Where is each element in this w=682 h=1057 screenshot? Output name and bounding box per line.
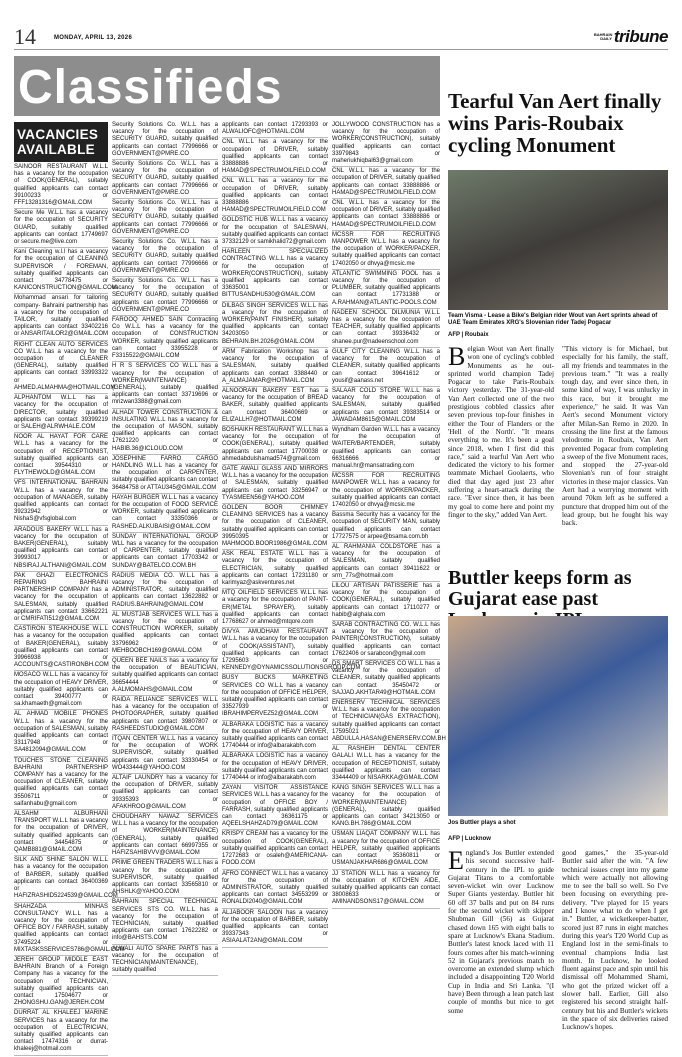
classified-ad: MOSACO W.L.L has a vacancy for the occupation of HEAVY DRIVER, suitably qualified applicants can contact 39400777 or sa.khamaeth@gmail.com <box>14 672 108 710</box>
classified-ad: RADIUS MEDIA CO. W.L.L has a vacancy for the occupation of ADMINISTRATOR, suitably qualified applicants can contact 13622882 or RADIUS.BAHRAIN@GMAIL.COM <box>112 573 218 611</box>
classified-ad: Security Solutions Co. W.L.L has a vacancy for the occupation of SECURITY GUARD, suitably qualified applicants can contact 77996666 or GOVERNMENT@PMRE.CO <box>112 278 218 316</box>
logo-wordmark: tribune <box>613 27 668 46</box>
classified-ad: KRISPY CREAM has a vacancy for the occupation of COOK(GENERAL), suitably qualified applicants can contact 17272683 or osaleh@AMERICANA-FOOD.COM <box>222 831 328 869</box>
classified-ad: GATE AWALI GLASS AND MIRRORS W.L.L has a vacancy for the occupation of SALESMAN, suitably qualified applicants can contact 33256947 or TYASMEEN56@YAHOO.COM <box>222 466 328 504</box>
classified-ad: VFS INTERNATIONAL BAHRAIN W.L.L has a vacancy for the occupation of MANAGER, suitably qualified applicants can contact 39232942 or NishaS@vfsglobal.com <box>14 480 108 525</box>
story2-dropcap: E <box>448 846 464 875</box>
story2-column-b: good games," the 35-year-old Buttler said after the win. "A few technical issues crept into my game which were actually not allowing me to see the ball so well. So I've been focusing on everything pre-delivery. "I've played for 15 years and I know what to do when I get in." Buttler, a wicketkeeper-batter, scored just 87 runs in eight matches during this year's T20 World Cup as England lost in the semi-finals to eventual champions India last month. In Lucknow, he looked fluent against pace and spin until his dismissal off Mohammed Shami, who got the prized wicket off a slower ball. Earlier, Gill also registered his second straight half-century but his and Buttler's wickets in the space of six deliveries raised Lucknow's hopes. <box>562 849 668 1032</box>
classified-ad: MCSSR FOR RECRUITING MANPOWER W.L.L has a vacancy for the occupation of WORKER/PACKER, suitably qualified applicants can contact 17402050 or dhvya@mcsic.me <box>332 232 440 270</box>
classified-ad: Mohammad ansari for tailoring company- Bahraini partnership has a vacancy for the occupation of TAILOR, suitably qualified applicants can contact 33402216 or ANSARITAILOR2@GMAIL.COM <box>14 295 108 340</box>
classified-ad: HAYAH BURGER W.L.L has a vacancy for the occupation of FOOD SERVICE WORKER, suitably qualified applicants can contact 33350366 or RASHED.ALKUBAISI@GMAIL.COM <box>112 495 218 533</box>
vacancies-heading: VACANCIES AVAILABLE <box>14 122 108 162</box>
classified-ad: ALBARAKA LOGISTIC has a vacancy for the occupation of HEAVY DRIVER, suitably qualified applicants can contact 17740444 or info@albarakabh.com <box>222 753 328 784</box>
classified-ad: H R S SERVICES CO W.L.L has a vacancy for the occupation of WORKER(MAINTENANCE)(GENERAL), suitably qualified applicants can contact 33719696 or mrizwan3388@gmail.com <box>112 363 218 408</box>
classified-ad: PRIME GREEN TRADERS W.L.L has a vacancy for the occupation of SUPERVISOR, suitably qualified applicants can contact 33565810 or AHSHLK@YAHOO.COM <box>112 860 218 898</box>
classified-ad: MTQ OILFIELD SERVICES W.L.L has a vacancy for the occupation of PAINT-ER(METAL SPRAYER), suitably qualified applicants can contact 17768627 or ahmed@mtqore.com <box>222 590 328 628</box>
classified-ad: HARLEEN SPECIALIZED CONTRACTING W.L.L has a vacancy for the occupation of WORKER(CONSTRUCTION), suitably qualified applicants can contact 33635001 or BITTUSANDHU530@GMAIL.COM <box>222 249 328 301</box>
classified-ad: ALBARAKA LOGISTIC has a vacancy for the occupation of HEAVY DRIVER, suitably qualified applicants can contact 17740444 or info@albarakabh.com <box>222 722 328 753</box>
classified-ad: CNL W.L.L has a vacancy for the occupation of DRIVER, suitably qualified applicants can contact 33888886 or HAMAD@SPECTRUMOILFIELD.COM <box>332 168 440 199</box>
classified-ad: JOSEPHINE FARRO CARGO HANDLING W.L.L has a vacancy for the occupation of CARPENTER, suitably qualified applicants can contact 36484758 or ATTAU345@GMAIL.COM <box>112 456 218 494</box>
logo-tagline: BAHRAIN DAILY <box>593 32 613 41</box>
classified-ad: NOOR AL HAYAT FOR CARE W.L.L has a vacancy for the occupation of RECEPTIONIST, suitably qualified applicants can contact 39544310 or FLYTHEWOLD@GMAIL.COM <box>14 434 108 479</box>
classified-ad: SUNDAY INTERNATIONAL GROUP WLL has a vacancy for the occupation of CARPENTER, suitably qualified applicants can contact 17703342 or SUNDAY@BATELCO.COM.BH <box>112 534 218 572</box>
story1-column-b: "This victory is for Michael, but especially for his family, the staff, all my friends and teammates in the previous team." "It was a really tough day, and ever since then, in some kind of way, I was unlucky in this race, but it brought me experience," he said. It was Van Aert's second Monument victory after Milan-San Remo in 2020. In crossing the line first at the famous velodrome in Roubaix, Van Aert prevented Pogacar from completing a sweep of the five Monument races, and stopped the 27-year-old Slovenian's run of four straight victories in these major classics. Van Aert had a worrying moment with around 70km left as he suffered a puncture that dropped him out of the lead group, but he fought his way back. <box>562 345 668 528</box>
classified-ad: Bassma Security has a vacancy for the occupation of SECURITY MAN, suitably qualified applicants can contact 17727575 or arpee@bsama.com.bh <box>332 512 440 543</box>
page-header <box>14 24 668 50</box>
classifieds-column-1 <box>14 164 125 1057</box>
classified-ad: ALSAHM ALBURHANI TRANSPORT W.L.L has a vacancy for the occupation of DRIVER, suitably qualified applicants can contact 34454875 or QAMB881@GMAIL.COM <box>14 811 108 856</box>
classified-ad: AL MUSTJAB SERVICES W.L.L has a vacancy for the occupation of CONSTRUCTION WORKER, suitably qualified applicants can contact 33796962 or MEHBOOBCH169@GMAIL.COM <box>112 612 218 657</box>
classified-ad: GOLDSTIC HUB W.L.L has a vacancy for the occupation of SALESMAN, suitably qualified applicants can contact 37332129 or samikhalid72@gmail.com <box>222 217 328 248</box>
classified-ad: CHOUDHARY NAWAZ SERVICES W.L.L has a vacancy for the occupation of WORKER(MAINTENANCE)(GENERAL), suitably qualified applicants can contact 66997355 or HAFIZSAHIBVVV@GMAIL.COM <box>112 814 218 859</box>
classified-ad: ZAYAN VISITOR ASSISTANCE SERVICES W.L.L has a vacancy for the occupation of OFFICE BOY / FARRASH, suitably qualified applicants can contact 36361175 or AQEELSHAHZAD79@GMAIL.COM <box>222 785 328 830</box>
classified-ad: ALNOORAIN BAKERY EST has a vacancy for the occupation of BREAD BAKER, suitably qualified applicants can contact 36400669 or ELIZALLH7@HOTMAIL.COM <box>222 388 328 426</box>
classified-ad: LILOU ARTISAN PATISSERIE has a vacancy for the occupation of COOK(GENERAL), suitably qualified applicants can contact 17110277 or habib@alghala.com <box>332 583 440 621</box>
classified-ad: ITQAN CENTER W.L.L has a vacancy for the occupation of WORK SUPERVISOR, suitably qualified applicants can contact 33330454 or WO433444@YAHOO.COM <box>112 736 218 774</box>
story2-byline: AFP | Lucknow <box>448 836 491 842</box>
classified-ad: KANG SINGH SERVICES W.L.L has a vacancy for the occupation of WORKER(MAINTENANCE)(GENERAL), suitably qualified applicants can contact 34213050 or KANG.BH.786@GMAIL.COM <box>332 785 440 830</box>
classified-ad: Security Solutions Co. W.L.L has a vacancy for the occupation of SECURITY GUARD, suitably qualified applicants can contact 77996666 or GOVERNMENT@PMRE.CO <box>112 122 218 160</box>
classified-ad: ALTAIF LAUNDRY has a vacancy for the occupation of DRIVER, suitably qualified applicants can contact 39335393 or AFAKHROO@GMAIL.COM <box>112 775 218 813</box>
classified-ad: ARADOUS BAKERY W.L.L has a vacancy for the occupation of BAKER(GENERAL), suitably qualified applicants can contact 39993017 or NBSIRAJ.ALTHANI@GMAIL.COM <box>14 527 108 572</box>
classified-ad: ALWALI AUTO SPARE PARTS has a vacancy for the occupation of TECHNICIAN(MAINTENANCE), suitably qualified <box>112 946 218 977</box>
classified-ad: ENERSERV TECHNICAL SERVICES W.L.L has a vacancy for the occupation of TECHNICIAN(GAS EXTRACTION), suitably qualified applicants can contact 17595021 or ABDULLA.HASAN@ENERSERV.COM.BH <box>332 700 440 745</box>
classified-ad: ASK REAL ESTATE W.L.L has a vacancy for the occupation of ELECTRICIAN, suitably qualified applicants can contact 17231180 or karimyaz@askventures.net <box>222 551 328 589</box>
story2-column-a <box>448 846 554 1015</box>
classified-ad: Security Solutions Co. W.L.L has a vacancy for the occupation of SECURITY GUARD, suitably qualified applicants can contact 77996666 or GOVERNMENT@PMRE.CO <box>112 239 218 277</box>
classified-ad: CNL W.L.L has a vacancy for the occupation of DRIVER, suitably qualified applicants can contact 33888886 or HAMAD@SPECTRUMOILFIELD.COM <box>332 200 440 231</box>
classified-ad: DURRAT AL KHALEEJ MARINE SERVICES has a vacancy for the occupation of ELECTRICIAN, suitably qualified applicants can contact 17474316 or durrat-khaleej@hotmail.com <box>14 1010 108 1055</box>
classified-ad: CASTIRON STEAKHOUSE W.L.L has a vacancy for the occupation of BAKER(GENERAL), suitably qualified applicants can contact 39966938 or ACCOUNTS@CASTIRONBH.COM <box>14 626 108 671</box>
classified-ad: JEREH GROUP MIDDLE EAST BAHRAIN Branch of a Foreign Company has a vacancy for the occupation of TECHNICIAN, suitably qualified applicants can contact 17504677 or ZHONGSHU.GAN@JEREH.COM <box>14 957 108 1009</box>
issue-date: MONDAY, APRIL 13, 2026 <box>54 35 133 41</box>
story1-byline: AFP | Roubaix <box>448 332 489 338</box>
classified-ad: FAROOQ AHMED SAIN Contracting Co W.L.L has a vacancy for the occupation of CONSTRUCTION WORKER, suitably qualified applicants can contact 33955228 or F3315522@GMAIL.COM <box>112 317 218 362</box>
classified-ad: CNL W.L.L has a vacancy for the occupation of DRIVER, suitably qualified applicants can contact 33888886 or HAMAD@SPECTRUMOILFIELD.COM <box>222 178 328 216</box>
story2-headline: Buttler keeps form as Gujarat ease past <box>448 567 632 610</box>
classified-ad: NADEEN SCHOOL DILMUNIA W.L.L has a vacancy for the occupation of TEACHER, suitably qualified applicants can contact 39336432 or shanee.pur@nadeenschool.com <box>332 310 440 348</box>
classified-ad: DIVYA AMUDHAM RESTAURANT W.L.L has a vacancy for the occupation of COOK(ASSISTANT), suitably qualified applicants can contact 17295603 or KENNEDY@DYNAMICSSOLUTIONSGROUP.COM <box>222 629 328 674</box>
story1-dropcap: B <box>448 342 466 371</box>
classified-ad: Kani Cleaning w.l.l has a vacancy for the occupation of CLEANING SUPERVISOR / FOREMAN, suitably qualified applicants can contact 34778475 or KANICONSTRUCTION@GMAIL.COM <box>14 249 108 294</box>
classified-ad: DS SMART SERVICES CO W.L.L has a vacancy for the occupation of CLEANER, suitably qualified applicants can contact 35450472 or SAJJAD.AKHTAR49@HOTMAIL.COM <box>332 661 440 699</box>
classified-ad: AL RASHEIH DENTAL CENTER GALALI W.L.L has a vacancy for the occupation of RECEPTIONIST, suitably qualified applicants can contact 33444409 or NISARKKA@GMAIL.COM <box>332 746 440 784</box>
classified-ad: Secure Me W.L.L has a vacancy for the occupation of SECURITY GUARD, suitably qualified applicants can contact 17749697 or secure.me@live.com <box>14 210 108 248</box>
classified-ad: ALPHANTOM W.L.L has a vacancy for the occupation of DIRECTOR, suitably qualified applicants can contact 39399219 or SALEH@ALRWHALE.COM <box>14 395 108 433</box>
classified-ad: AFRO CONNECT W.L.L has a vacancy for the occupation of ADMINISTRATOR, suitably qualified applicants can contact 34553299 or RONALDI2040@GMAIL.COM <box>222 871 328 909</box>
classified-ad: PAK GHAZI ELECTRONICS REPAIRING BAHRAINI PARTNERSHIP COMPANY has a vacancy for the occupation of SALESMAN, suitably qualified applicants can contact 33662221 or CMRIFATI512@GMAIL.COM <box>14 573 108 625</box>
story1-column-a <box>448 342 554 519</box>
story1-text-a: elgian Wout van Aert finally won one of cycling's cobbled Monuments as he out-sprinted world champion Tadej Pogacar to take Paris-Roubaix victory yesterday. The 31-year-old Van Aert collected one of the two prestigious cobbled classics after seven previous top-four finishes in either the Tour of Flanders or the 'Hell of the North'. "It means everything to me. It's been a goal since 2018, when I first did this race," said a tearful Van Aert who dedicated the victory to his former teammate Michael Goolaerts, who died that day aged just 23 after suffering a heart-attack during the race. "Ever since then, it has been my goal to come here and point my finger to the sky," added Van Aert. <box>448 345 554 519</box>
classified-ad: ATLANTIC SWIMMING POOL has a vacancy for the occupation of PLUMBER, suitably qualified applicants can contact 17731388 or A.RAHMAN@ATLANTIC-POOLS.COM <box>332 271 440 309</box>
classified-ad: BUSY BUCKS MARKETING SERVICES CO W.L.L has a vacancy for the occupation of OFFICE HELPER, suitably qualified applicants can contact 33527939 or IBRAHIMPERVEZ52@GMAIL.COM <box>222 675 328 720</box>
classifieds-banner <box>14 56 440 116</box>
classified-ad: JOLLYWOOD CONSTRUCTION has a vacancy for the occupation of WORKER(CONSTRUCTION), suitably qualified applicants can contact 33979843 or maheriukhiqbal63@gmail.com <box>332 122 440 167</box>
section-title: Classifieds <box>18 61 283 114</box>
classified-ad: BAHRAIN SPECIAL TECHNICAL SERVICES STS CO. W.L.L has a vacancy for the occupation of TECHNICIAN, suitably qualified applicants can contact 17622282 or info@BAHSTS.COM <box>112 899 218 944</box>
story1-headline: Tearful Van Aert finally wins Paris-Roubaix cycling Monument <box>448 89 662 157</box>
classified-ad: DILBAG SINGH SERVICES W.L.L has a vacancy for the occupation of WORKER(PAINT FINISHER), suitably qualified applicants can contact 34203050 or BEHRAIN.BH.2026@GMAIL.COM <box>222 303 328 348</box>
classified-ad: BOSHAIKH RESTAURANT W.L.L has a vacancy for the occupation of COOK(GENERAL), suitably qualified applicants can contact 17700038 or ahmedabdulshamad574@gmail.com <box>222 427 328 465</box>
classified-ad: AL RAHMANIA COLDSTORE has a vacancy for the occupation of SALESMAN, suitably qualified applicants can contact 39411622 or srm_77s@hotmail.com <box>332 544 440 582</box>
classified-ad: RIGHT CLEAN AUTO SERVICES CO W.L.L has a vacancy for the occupation of CLEANER (GENERAL), suitably qualified applicants can contact 33993322 or AHMED.ALMAHMA@HOTMAIL.COM <box>14 342 108 394</box>
classified-ad: SALAAR COLD STORE W.L.L has a vacancy for the occupation of SALESMAN, suitably qualified applicants can contact 39383514 or JAWADAM8615@GMAIL.COM <box>332 388 440 426</box>
classified-ad: Security Solutions Co. W.L.L has a vacancy for the occupation of SECURITY GUARD, suitably qualified applicants can contact 77996666 or GOVERNMENT@PMRE.CO <box>112 200 218 238</box>
story2-text-a: ngland's Jos Buttler extended his second successive half-century in the IPL to guide Gujarat Titans to a comfortable seven-wicket win over Lucknow Super Giants yesterday. Buttler hit 60 off 37 balls and put on 84 runs for the second wicket with skipper Shubman Gill (56) as Gujarat chased down 165 with eight balls to spare at Lucknow's Ekana Stadium. Buttler's latest knock laced with 11 fours comes after his match-winning 52 in Gujarat's previous match to overcome an extended slump which included a disappointing T20 World Cup in India and Sri Lanka. "(I have) Been through a lean patch last couple of months but nice to get some <box>448 849 554 1015</box>
classified-ad: SILK AND SHINE SALON W.L.L has a vacancy for the occupation of BARBER, suitably qualified applicants can contact 36400369 or HAFIZRASHID5224539@GMAIL.COM <box>14 857 108 902</box>
story1-caption: Team Visma - Lease a Bike's Belgian rider Wout van Aert sprints ahead of UAE Team Emirates XRG's Slovenian rider Tadej Pogacar <box>448 313 658 326</box>
story1-photo <box>448 170 668 310</box>
classified-ad: SAINOOR RESTAURANT W.L.L has a vacancy for the occupation of COOK(GENERAL), suitably qualified applicants can contact 39100233 or FFF13281316@GMAIL.COM <box>14 164 108 209</box>
classified-ad: GULF CITY CLEANING W.L.L has a vacancy for the occupation of CLEANER, suitably qualified applicants can contact 39641612 or yousif@aanass.net <box>332 349 440 387</box>
classified-ad: ALJABOOR SALOON has a vacancy for the occupation of BARBER, suitably qualified applicants can contact 39337343 or ASIAALAT2AN@GMAIL.COM <box>222 910 328 948</box>
classified-ad: Wyndham Garden W.L.L has a vacancy for the occupation of WAITER/BARTENDER, suitably qualified applicants can contact 66316666 or manual.hr@mansatrading.com <box>332 427 440 472</box>
classified-ad: MCSSR FOR RECRUITING MANPOWER W.L.L has a vacancy for the occupation of WORKER/PACKER, suitably qualified applicants can contact 17402050 or dhvya@mcsic.me <box>332 473 440 511</box>
classified-ad: applicants can contact 17293393 or ALWALIOFC@HOTMAIL.COM <box>222 122 328 138</box>
newspaper-logo <box>594 27 668 47</box>
classified-ad: ALHADI TOWER CONSTRUCTION & INSULATING W.L.L has a vacancy for the occupation of MASON, suitably qualified applicants can contact 17621220 or HABIB.36@ICLOUD.COM <box>112 410 218 455</box>
classified-ad: QUEEN BEE NAILS has a vacancy for the occupation of BEAUTICIAN, suitably qualified applicants can contact 36654444 or A.ALMOMAHS@GMAIL.COM <box>112 658 218 696</box>
classified-ad: Security Solutions Co. W.L.L has a vacancy for the occupation of SECURITY GUARD, suitably qualified applicants can contact 77996666 or GOVERNMENT@PMRE.CO <box>112 161 218 199</box>
story2-caption: Jos Buttler plays a shot <box>448 820 516 826</box>
classified-ad: CNL W.L.L has a vacancy for the occupation of DRIVER, suitably qualified applicants can contact 33888886 or HAMAD@SPECTRUMOILFIELD.COM <box>222 139 328 177</box>
classified-ad: AL AHMAD MOBILE PHONES W.L.L has a vacancy for the occupation of SALESMAN, suitably qualified applicants can contact 33117948 or SA4812094@GMAIL.COM <box>14 711 108 756</box>
classified-ad: SARAB CONTRACTING CO. W.L.L has a vacancy for the occupation of PAINTER(CONSTRUCTION), suitably qualified applicants can contact 17622406 or sarabcon@gmail.com <box>332 622 440 660</box>
story2-photo <box>448 616 668 816</box>
classifieds-column-2 <box>112 122 218 977</box>
page-number: 14 <box>14 24 36 49</box>
classified-ad: SHAHZADA MINHAS CONSULTANCY W.L.L has a vacancy for the occupation of OFFICE BOY / FARRASH, suitably qualified applicants can contact 37495224 or MIXTASKSSERVICES786@GMAIL.COM <box>14 904 108 956</box>
classifieds-column-3 <box>222 122 361 949</box>
classified-ad: USMAN LIAQAT COMPANY W.L.L has a vacancy for the occupation of OFFICE HELPER, suitably qualified applicants can contact 35360811 or USMANJAKHAR686@GMAIL.COM <box>332 831 440 869</box>
classified-ad: TOUCHES STONE CLEANING BAHRAINI PARTNERSHIP COMPANY has a vacancy for the occupation of CLEANER, suitably qualified applicants can contact 35506711 or saifanhabu@gmail.com <box>14 758 108 810</box>
classified-ad: ARM Fabrication Workshop has a vacancy for the occupation of SALESMAN, suitably qualified applicants can contact 3388440 or A_ALMAJAMAR@HOTMAIL.COM <box>222 349 328 387</box>
classifieds-column-4 <box>332 122 446 910</box>
classified-ad: JJ STATION W.L.L has a vacancy for the occupation of KITCHEN AIDE, suitably qualified applicants can contact 38008633 or AMINANDSONS17@GMAIL.COM <box>332 871 440 909</box>
classified-ad: RAIDA RELIANCE SERVICES W.L.L has a vacancy for the occupation of PHOTOGRAPHER, suitably qualified applicants can contact 39807807 or RASHEEDSTUDIO@GMAIL.COM <box>112 697 218 735</box>
classified-ad: GOLDEN BOOR CHIMNEY CLEANING SERVICES has a vacancy for the occupation of CLEANER, suitably qualified applicants can contact 39950395 or MAHMOOD.BOOR1986@GMAIL.COM <box>222 505 328 550</box>
